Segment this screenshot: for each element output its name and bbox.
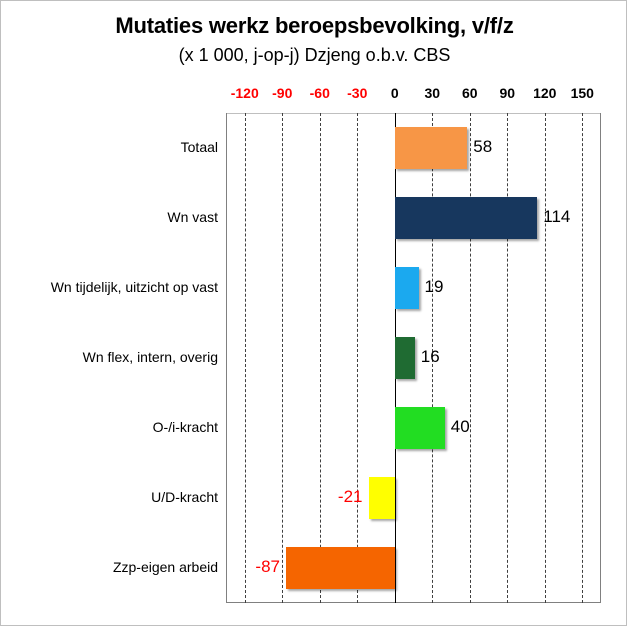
category-label: Wn vast bbox=[167, 209, 218, 225]
category-label: U/D-kracht bbox=[151, 489, 218, 505]
x-tick-label: -120 bbox=[230, 85, 259, 101]
chart-row bbox=[50, 253, 601, 323]
bar[interactable] bbox=[286, 547, 395, 589]
category-label: Totaal bbox=[180, 139, 218, 155]
bar[interactable] bbox=[395, 337, 415, 379]
x-tick-label: -60 bbox=[309, 85, 330, 101]
chart-row bbox=[151, 463, 601, 533]
bar[interactable] bbox=[395, 197, 538, 239]
chart-row bbox=[82, 323, 601, 393]
x-tick-label: 0 bbox=[390, 85, 399, 101]
category-label: Zzp-eigen arbeid bbox=[112, 559, 218, 575]
chart-row bbox=[152, 393, 601, 463]
bar[interactable] bbox=[395, 127, 468, 169]
x-tick-label: 120 bbox=[533, 85, 557, 101]
bar-value-label: -21 bbox=[337, 487, 363, 506]
x-tick-label: 150 bbox=[570, 85, 594, 101]
chart-subtitle: (x 1 000, j-op-j) Dzjeng o.b.v. CBS bbox=[178, 45, 451, 65]
x-tick-label: 30 bbox=[424, 85, 441, 101]
bar-value-label: 19 bbox=[424, 277, 444, 296]
bar[interactable] bbox=[369, 477, 395, 519]
bar-value-label: -87 bbox=[255, 557, 280, 576]
category-label: Wn tijdelijk, uitzicht op vast bbox=[50, 279, 218, 295]
x-tick-label: -30 bbox=[347, 85, 368, 101]
bar-value-label: 58 bbox=[473, 137, 493, 156]
x-tick-label: 60 bbox=[461, 85, 478, 101]
chart-title: Mutaties werkz beroepsbevolking, v/f/z bbox=[115, 13, 514, 38]
category-label: Wn flex, intern, overig bbox=[82, 349, 218, 365]
plot-area bbox=[50, 85, 601, 603]
category-label: O-/i-kracht bbox=[152, 419, 218, 435]
bar-value-label: 16 bbox=[420, 347, 440, 366]
bar[interactable] bbox=[395, 407, 445, 449]
bar-value-label: 40 bbox=[450, 417, 470, 436]
bar[interactable] bbox=[395, 267, 419, 309]
chart-row bbox=[180, 113, 601, 183]
x-tick-label: -90 bbox=[272, 85, 293, 101]
chart-row bbox=[112, 533, 601, 603]
chart-row bbox=[167, 183, 601, 253]
bar-value-label: 114 bbox=[543, 207, 571, 226]
x-tick-label: 90 bbox=[499, 85, 516, 101]
